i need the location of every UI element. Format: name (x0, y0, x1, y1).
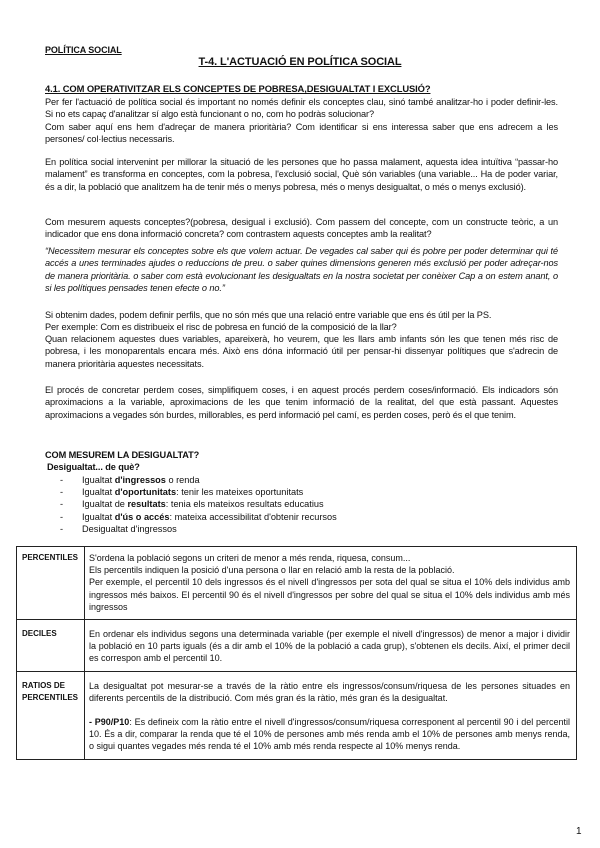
quote-paragraph: “Necessitem mesurar els conceptes sobre els que volem actuar. De vegades cal saber qui és pobre per poder determinar qui té accés a unes terminades ajudes o reduccions de preu. o saber quines dimensions generen més exclusió per poder adreçar-nos de manera prioritària. o saber com està evolucionant les desigualtats en la nostra societat per conèixer Cap a on estem anant, o si les polítiques pensades tenen efecte o no.” (45, 246, 558, 293)
paragraph: Si obtenim dades, podem definir perfils, que no són més que una relació entre variable que ens és útil per la PS. (45, 310, 492, 320)
p90-p10-label: - P90/P10 (89, 717, 130, 728)
paragraph: Per exemple: Com es distribueix el risc de pobresa en funció de la composició de la llar? (45, 322, 397, 332)
course-name: POLÍTICA SOCIAL (45, 45, 122, 55)
paragraph: El procés de concretar perdem coses, simplifiquem coses, i en aquest procés perdem coses/informació. Els indicadors són aproximacions a la variable, aproximacions de les que tenim informació de la realitat, del que està passant. Aquestes aproximacions a vegades són burdes, millorables, es perd informació pel camí, es perden coses, però és el que tenim. (45, 385, 558, 420)
paragraph: En política social intervenint per millorar la situació de les persones que ho passa malament, aquesta idea intuïtiva “passar-ho malament” es transforma en conceptes, com la pobresa, l'exclusió social, Què són variables (una variable... Ha de poder variar, és a dir, la població que analitzem ha de tenir més o menys pobresa, més o menys desigualtat, o més o menys exclusió). (45, 157, 558, 192)
page-number: 1 (576, 826, 582, 837)
list-item: - Igualtat d'ingressos o renda (60, 474, 337, 486)
paragraph: Quan relacionem aquestes dues variables, apareixerà, ho veurem, que les llars amb infants són les que tenen més risc de pobresa, i les monoparentals encara més. Això ens dóna informació útil per pensar-hi dissenyar polítiques que s'adrecin de manera prioritària aquestes necessitats. (45, 334, 558, 369)
list-item: - Igualtat de resultats: tenia els mateixos resultats educatius (60, 498, 337, 510)
table-row (17, 671, 577, 759)
section-heading: 4.1. COM OPERATIVITZAR ELS CONCEPTES DE POBRESA,DESIGUALTAT I EXCLUSIÓ? (45, 83, 431, 94)
row-content: En ordenar els individus segons una determinada variable (per exemple el nivell d'ingressos) de menor a major i dividir la població en 10 parts iguals (és a dir amb el 10% de la població a cada grup), s'obtenen els decils. Així, el primer decil es correspon amb el percentil 10. (85, 620, 577, 672)
row-content: S'ordena la població segons un criteri de menor a més renda, riquesa, consum... Els percentils indiquen la posició d'una persona o llar en relació amb la resta de la població. Per exemple, el percentil 10 dels ingressos és el nivell d'ingressos per sota del qual se situa el 10% dels individus amb ingressos més baixos. El percentil 90 és el nivell d'ingressos per sobre del qual se situa el 10% dels individus amb més ingressos (85, 547, 577, 620)
row-label: PERCENTILES (17, 547, 85, 620)
page-title: T-4. L'ACTUACIÓ EN POLÍTICA SOCIAL (198, 56, 402, 68)
table-row (17, 547, 577, 620)
subheading: COM MESUREM LA DESIGUALTAT? (45, 450, 200, 460)
row-label: RATIOS DE PERCENTILES (17, 671, 85, 759)
list-item: - Desigualtat d'ingressos (60, 523, 337, 535)
paragraph: Com saber aquí ens hem d'adreçar de manera prioritària? Com identificar si ens interessa saber que ens adrecem a les persones/ col·lectius necessaris. (45, 122, 558, 145)
paragraph: Per fer l'actuació de política social és important no només definir els conceptes clau, sinó també analitzar-ho i poder definir-les. Si no ets capaç d'analitzar sí algo està funcionant o no, com ho podràs solucionar? (45, 97, 558, 120)
table-row (17, 620, 577, 672)
list-item: - Igualtat d'oportunitats: tenir les mateixes oportunitats (60, 486, 337, 498)
subheading-question: Desigualtat... de què? (47, 462, 140, 472)
row-label: DECILES (17, 620, 85, 672)
list-item: - Igualtat d'ús o accés: mateixa accessibilitat d'obtenir recursos (60, 511, 337, 523)
measures-table (16, 546, 577, 760)
inequality-types-list (60, 474, 337, 535)
row-content: La desigualtat pot mesurar-se a través de la ràtio entre els ingressos/consum/riquesa de les persones situades en diferents percentils de la distribució. Com més gran és la ràtio, més gran és la desigualtat. - P90/P10: Es defineix com la ràtio entre el nivell d'ingressos/consum/riquesa corresponent al percentil 90 i del percentil 10. És a dir, comparar la renda que té el 10% de persones amb més renda amb el 10% de persones amb menys renda, o sigui quantes vegades més renda té el 10% amb més renda respecte al 10% menys renda. (85, 671, 577, 759)
paragraph: Com mesurem aquests conceptes?(pobresa, desigual i exclusió). Com passem del concepte, com un constructe teòric, a un indicador que ens dona informació concreta? com contrastem aquests conceptes amb la realitat? (45, 217, 558, 240)
